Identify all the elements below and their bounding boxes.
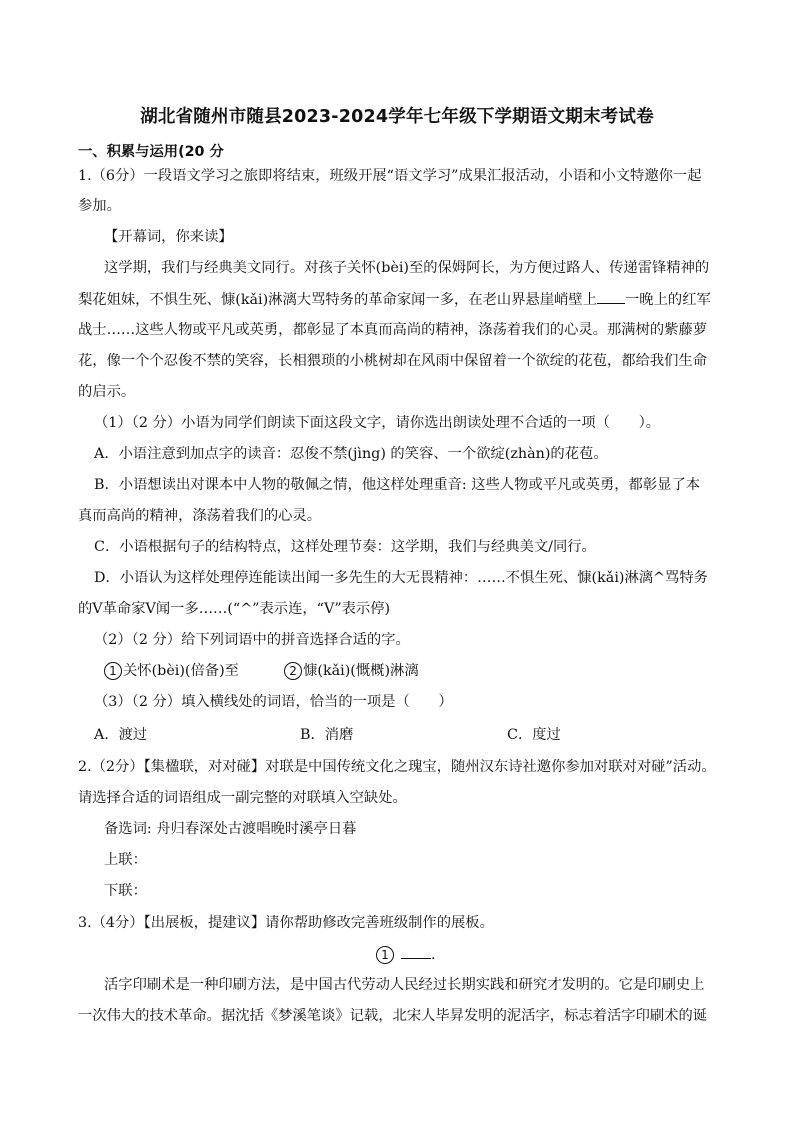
passage-line: 这学期，我们与经典美文同行。对孩子关怀(bèi)至的保姆阿长，为方便过路人、传递雷锋精神的	[104, 260, 710, 276]
page-title: 湖北省随州市随县2023-2024学年七年级下学期语文期末考试卷	[140, 107, 654, 127]
fill-blank[interactable]	[597, 289, 625, 304]
option-b: B．消磨	[300, 727, 354, 743]
q3-passage-line: 一次伟大的技术革命。据沈括《梦溪笔谈》记载，北宋人毕昇发明的泥活字，标志着活字印刷术的诞	[78, 1008, 708, 1024]
option-c: C．度过	[507, 727, 561, 743]
circled-number-1: 1	[376, 946, 394, 964]
passage-text: 一晚上的红军	[625, 292, 711, 308]
option-a: A．小语注意到加点字的读音：忍俊不禁(jìng) 的笑容、一个欲绽(zhàn)的花苞。	[94, 446, 608, 462]
passage-line	[78, 289, 711, 310]
option-c: C．小语根据句子的结构特点，这样处理节奏：这学期，我们与经典美文/同行。	[94, 539, 596, 555]
q1-stem-line2: 参加。	[78, 198, 121, 214]
q2-candidates: 备选词: 舟归春深处古渡唱晚时溪亭日暮	[104, 821, 357, 837]
period: .	[431, 947, 436, 963]
q2-upper-couplet: 上联：	[104, 852, 147, 868]
fill-blank[interactable]	[401, 944, 431, 959]
q2-lower-couplet: 下联：	[104, 883, 147, 899]
q1-subheading: 【开幕词，你来读】	[104, 229, 233, 245]
circled-number-1: 1	[104, 662, 122, 680]
q1-sub1-question: （1）（2 分）小语为同学们朗读下面这段文字，请你选出朗读处理不合适的一项（ ）。	[94, 415, 661, 431]
q1-sub3-question: （3）（2 分）填入横线处的词语，恰当的一项是（ ）	[94, 694, 453, 710]
q3-title-blank	[376, 944, 436, 965]
q1-sub2-items	[104, 661, 419, 681]
q3-passage-line: 活字印刷术是一种印刷方法，是中国古代劳动人民经过长期实践和研究才发明的。它是印刷史上	[104, 977, 705, 993]
q1-stem-line1: 1.（6分）一段语文学习之旅即将结束，班级开展“语文学习”成果汇报活动，小语和小文特邀你一起	[78, 168, 702, 184]
passage-line: 花，像一个个忍俊不禁的笑容，长相猥琐的小桃树却在风雨中保留着一个欲绽的花苞，都给我们生命	[78, 353, 708, 369]
passage-line: 战士……这些人物或平凡或英勇，都彰显了本真而高尚的精神，涤荡着我们的心灵。那满树的紫藤萝	[78, 322, 708, 338]
q3-stem: 3.（4分）【出展板，提建议】请你帮助修改完善班级制作的展板。	[78, 915, 494, 931]
circled-number-2: 2	[284, 662, 302, 680]
pinyin-item: 慷(kǎi)(慨概)淋漓	[303, 663, 419, 679]
passage-line: 的启示。	[78, 384, 136, 400]
pinyin-item: 关怀(bèi)(倍备)至	[123, 663, 239, 679]
option-b: B．小语想读出对课本中人物的敬佩之情，他这样处理重音: 这些人物或平凡或英勇，都彰显了本	[94, 477, 701, 493]
passage-text: 梨花姐妹，不惧生死、慷(kǎi)淋漓大骂特务的革命家闻一多，在老山界悬崖峭壁上	[78, 292, 598, 308]
section-heading: 一、积累与运用(20 分	[78, 144, 224, 160]
option-d-cont: 的Ⅴ革命家Ⅴ闻一多……(“^”表示连，“Ⅴ”表示停)	[78, 601, 391, 617]
q2-stem-line2: 请选择合适的词语组成一副完整的对联填入空缺处。	[78, 790, 407, 806]
q2-stem-line1: 2.（2分）【集楹联，对对碰】对联是中国传统文化之瑰宝，随州汉东诗社邀你参加对联对对碰”活动。	[78, 759, 716, 775]
option-b-cont: 真而高尚的精神，涤荡着我们的心灵。	[78, 508, 322, 524]
option-a: A．渡过	[94, 727, 148, 743]
q1-sub2-question: （2）（2 分）给下列词语中的拼音选择合适的字。	[94, 632, 410, 648]
option-d: D．小语认为这样处理停连能读出闻一多先生的大无畏精神：……不惧生死、慷(kǎi)淋漓^骂特务	[94, 570, 708, 586]
